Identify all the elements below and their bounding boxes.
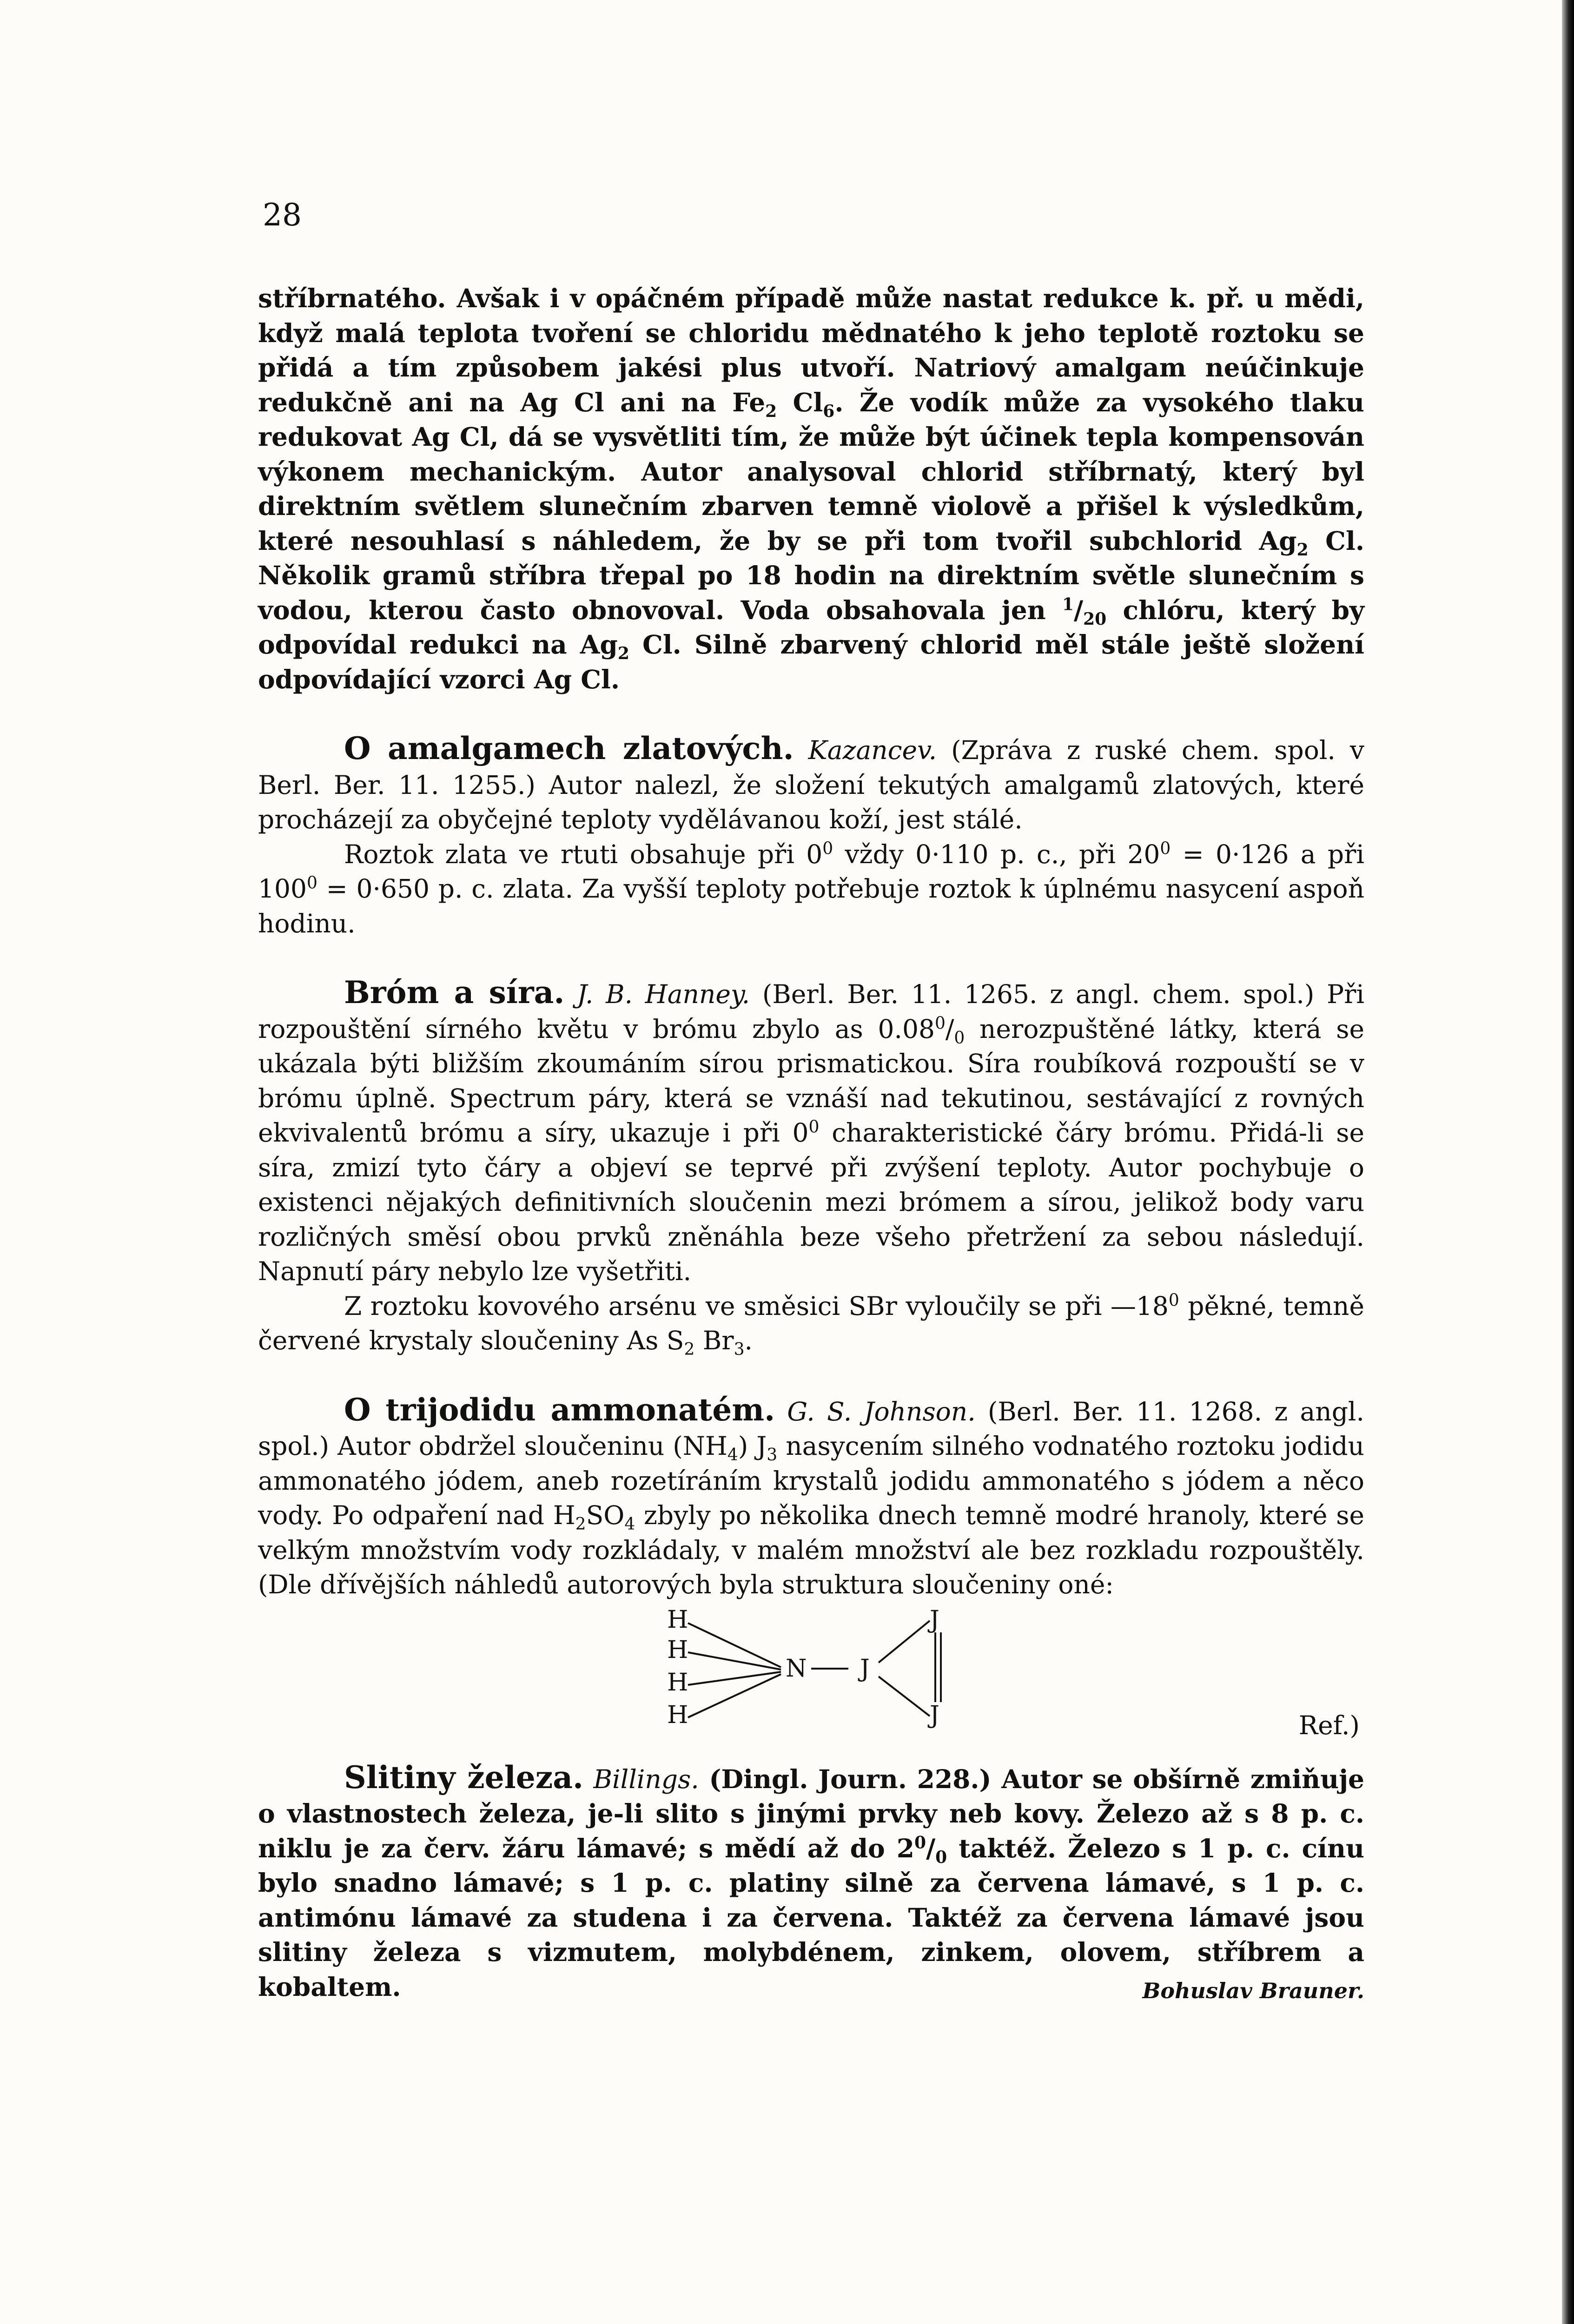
article-slitiny: Slitiny železa. Billings. (Dingl. Journ. 228.) Autor se obšírně zmiňuje o vlastnostech železa, je-li slito s jinými prvky neb kovy. Železo až s 8 p. c. niklu je za červ. žáru lámavé; s mědí až do $2^0/_0$ taktéž. Železo s 1 p. c. cínu bylo snadno lámavé; s 1 p. c. platiny silně za červena lámavé, s 1 p. c. antimónu lámavé za studena i za červena. Taktéž za červena lámavé jsou slitiny železa s vizmutem, molybdénem, zinkem, olovem, stříbrem a kobaltem. Bohuslav Brauner.	[258, 1760, 1364, 2008]
article-author: J. B. Hanney.	[577, 979, 750, 1009]
ref-note: Ref.)	[1298, 1710, 1360, 1740]
article-title: Bróm a síra.	[344, 974, 565, 1010]
article-title: Slitiny železa.	[344, 1759, 583, 1796]
article-author: Kazancev.	[808, 735, 937, 765]
formula-h-4: H	[667, 1701, 688, 1729]
article-trijodid: O trijodidu ammonatém. G. S. Johnson. (Berl. Ber. 11. 1268. z angl. spol.) Autor obdržel sloučeninu $(NH_4)$ $J_3$ nasycením silného vodnatého roztoku jodidu ammonatého jódem, aneb rozetíráním krystalů jodidu ammonatého s jódem a něco vody. Po odpaření nad $H_2SO_4$ zbyly po několika dnech temně modré hranoly, které se velkým množstvím vody rozkládaly, v malém množství ale bez rozkladu rozpouštěly. (Dle dřívějších náhledů autorových byla struktura sloučeniny oné:	[258, 1391, 1365, 1599]
article-author: Billings.	[593, 1764, 699, 1794]
paragraph-continuation: stříbrnatého. Avšak i v opáčném případě může nastat redukce k. př. u mědi, když malá teplota tvoření se chloridu mědnatého k jeho teplotě roztoku se přidá a tím způsobem jakési plus utvoří. Natriový amalgam neúčinkuje redukčně ani na Ag Cl ani na $Fe_2$ $Cl_6$. Že vodík může za vysokého tlaku redukovat Ag Cl, dá se vysvětliti tím, že může být účinek tepla kompensován výkonem mechanickým. Autor analysoval chlorid stříbrnatý, který byl direktním světlem slunečním zbarven temně violově a přišel k výsledkům, které nesouhlasí s náhledem, že by se při tom tvořil subchlorid $Ag_2$ Cl. Několik gramů stříbra třepal po 18 hodin na direktním světle slunečním s vodou, kterou často obnovoval. Voda obsahovala jen $^1/_{20}$ chlóru, který by odpovídal redukci na $Ag_2$ Cl. Silně zbarvený chlorid měl stále ještě složení odpovídající vzorci Ag Cl.	[258, 283, 1365, 694]
article-brom: Bróm a síra. J. B. Hanney. (Berl. Ber. 11. 1265. z angl. chem. spol.) Při rozpouštění sírného květu v brómu zbylo as $0.08^0/_0$ nerozpuštěné látky, která se ukázala býti bližším zkoumáním sírou prismatickou. Síra roubíková rozpouští se v brómu úplně. Spectrum páry, která se vznáší nad tekutinou, sestávající z rovných ekvivalentů brómu a síry, ukazuje i při $0^0$ charakteristické čáry brómu. Přidá-li se síra, zmizí tyto čáry a objeví se teprvé při zvýšení teploty. Autor pochybuje o existenci nějakých definitivních sloučenin mezi brómem a sírou, jelikož body varu rozličných směsí obou prvků zněnáhla beze všeho přetržení za sebou následují. Napnutí páry nebylo lze vyšetřiti.	[258, 974, 1364, 1286]
article-author: G. S. Johnson.	[787, 1396, 976, 1426]
article-brom-body: Z roztoku kovového arsénu ve směsici SBr vyloučily se při $—18^0$ pěkné, temně červené krystaly sloučeniny As $S_2$ $Br_3$.	[258, 1291, 1364, 1359]
bond-j-jbottom	[879, 1677, 930, 1716]
author-signature: Bohuslav Brauner.	[1142, 1978, 1364, 2003]
article-amalgam-body: Roztok zlata ve rtuti obsahuje při $0^0$ vždy 0·110 p. c., při $20^0 = 0\cdot 126$ a při $100^0 = 0\cdot 650$ p. c. zlata. Za vyšší teploty potřebuje roztok k úplnému nasycení aspoň hodinu.	[258, 839, 1364, 938]
bond-j-jtop	[879, 1621, 930, 1663]
bond-h3-n	[688, 1672, 781, 1685]
article-title: O amalgamech zlatových.	[344, 730, 794, 766]
formula-h-2: H	[667, 1636, 688, 1664]
formula-h-1: H	[667, 1605, 688, 1634]
bond-h4-n	[688, 1674, 781, 1717]
formula-n: N	[786, 1654, 807, 1683]
article-title: O trijodidu ammonatém.	[344, 1391, 775, 1428]
formula-j-bottom: J	[930, 1701, 939, 1729]
page-number: 28	[263, 197, 302, 233]
text-column	[258, 281, 1364, 2008]
formula-h-3: H	[667, 1668, 688, 1697]
formula-j-center: J	[860, 1654, 870, 1683]
structure-diagram	[662, 1602, 1034, 1742]
formula-j-top: J	[930, 1605, 939, 1634]
structure-formula	[258, 1602, 1364, 1742]
article-amalgam: O amalgamech zlatových. Kazancev. (Zpráva z ruské chem. spol. v Berl. Ber. 11. 1255.) Autor nalezl, že složení tekutých amalgamů zlatových, které procházejí za obyčejné teploty vydělávanou koží, jest stálé.	[258, 730, 1365, 834]
page-edge-shadow	[1562, 0, 1574, 2324]
